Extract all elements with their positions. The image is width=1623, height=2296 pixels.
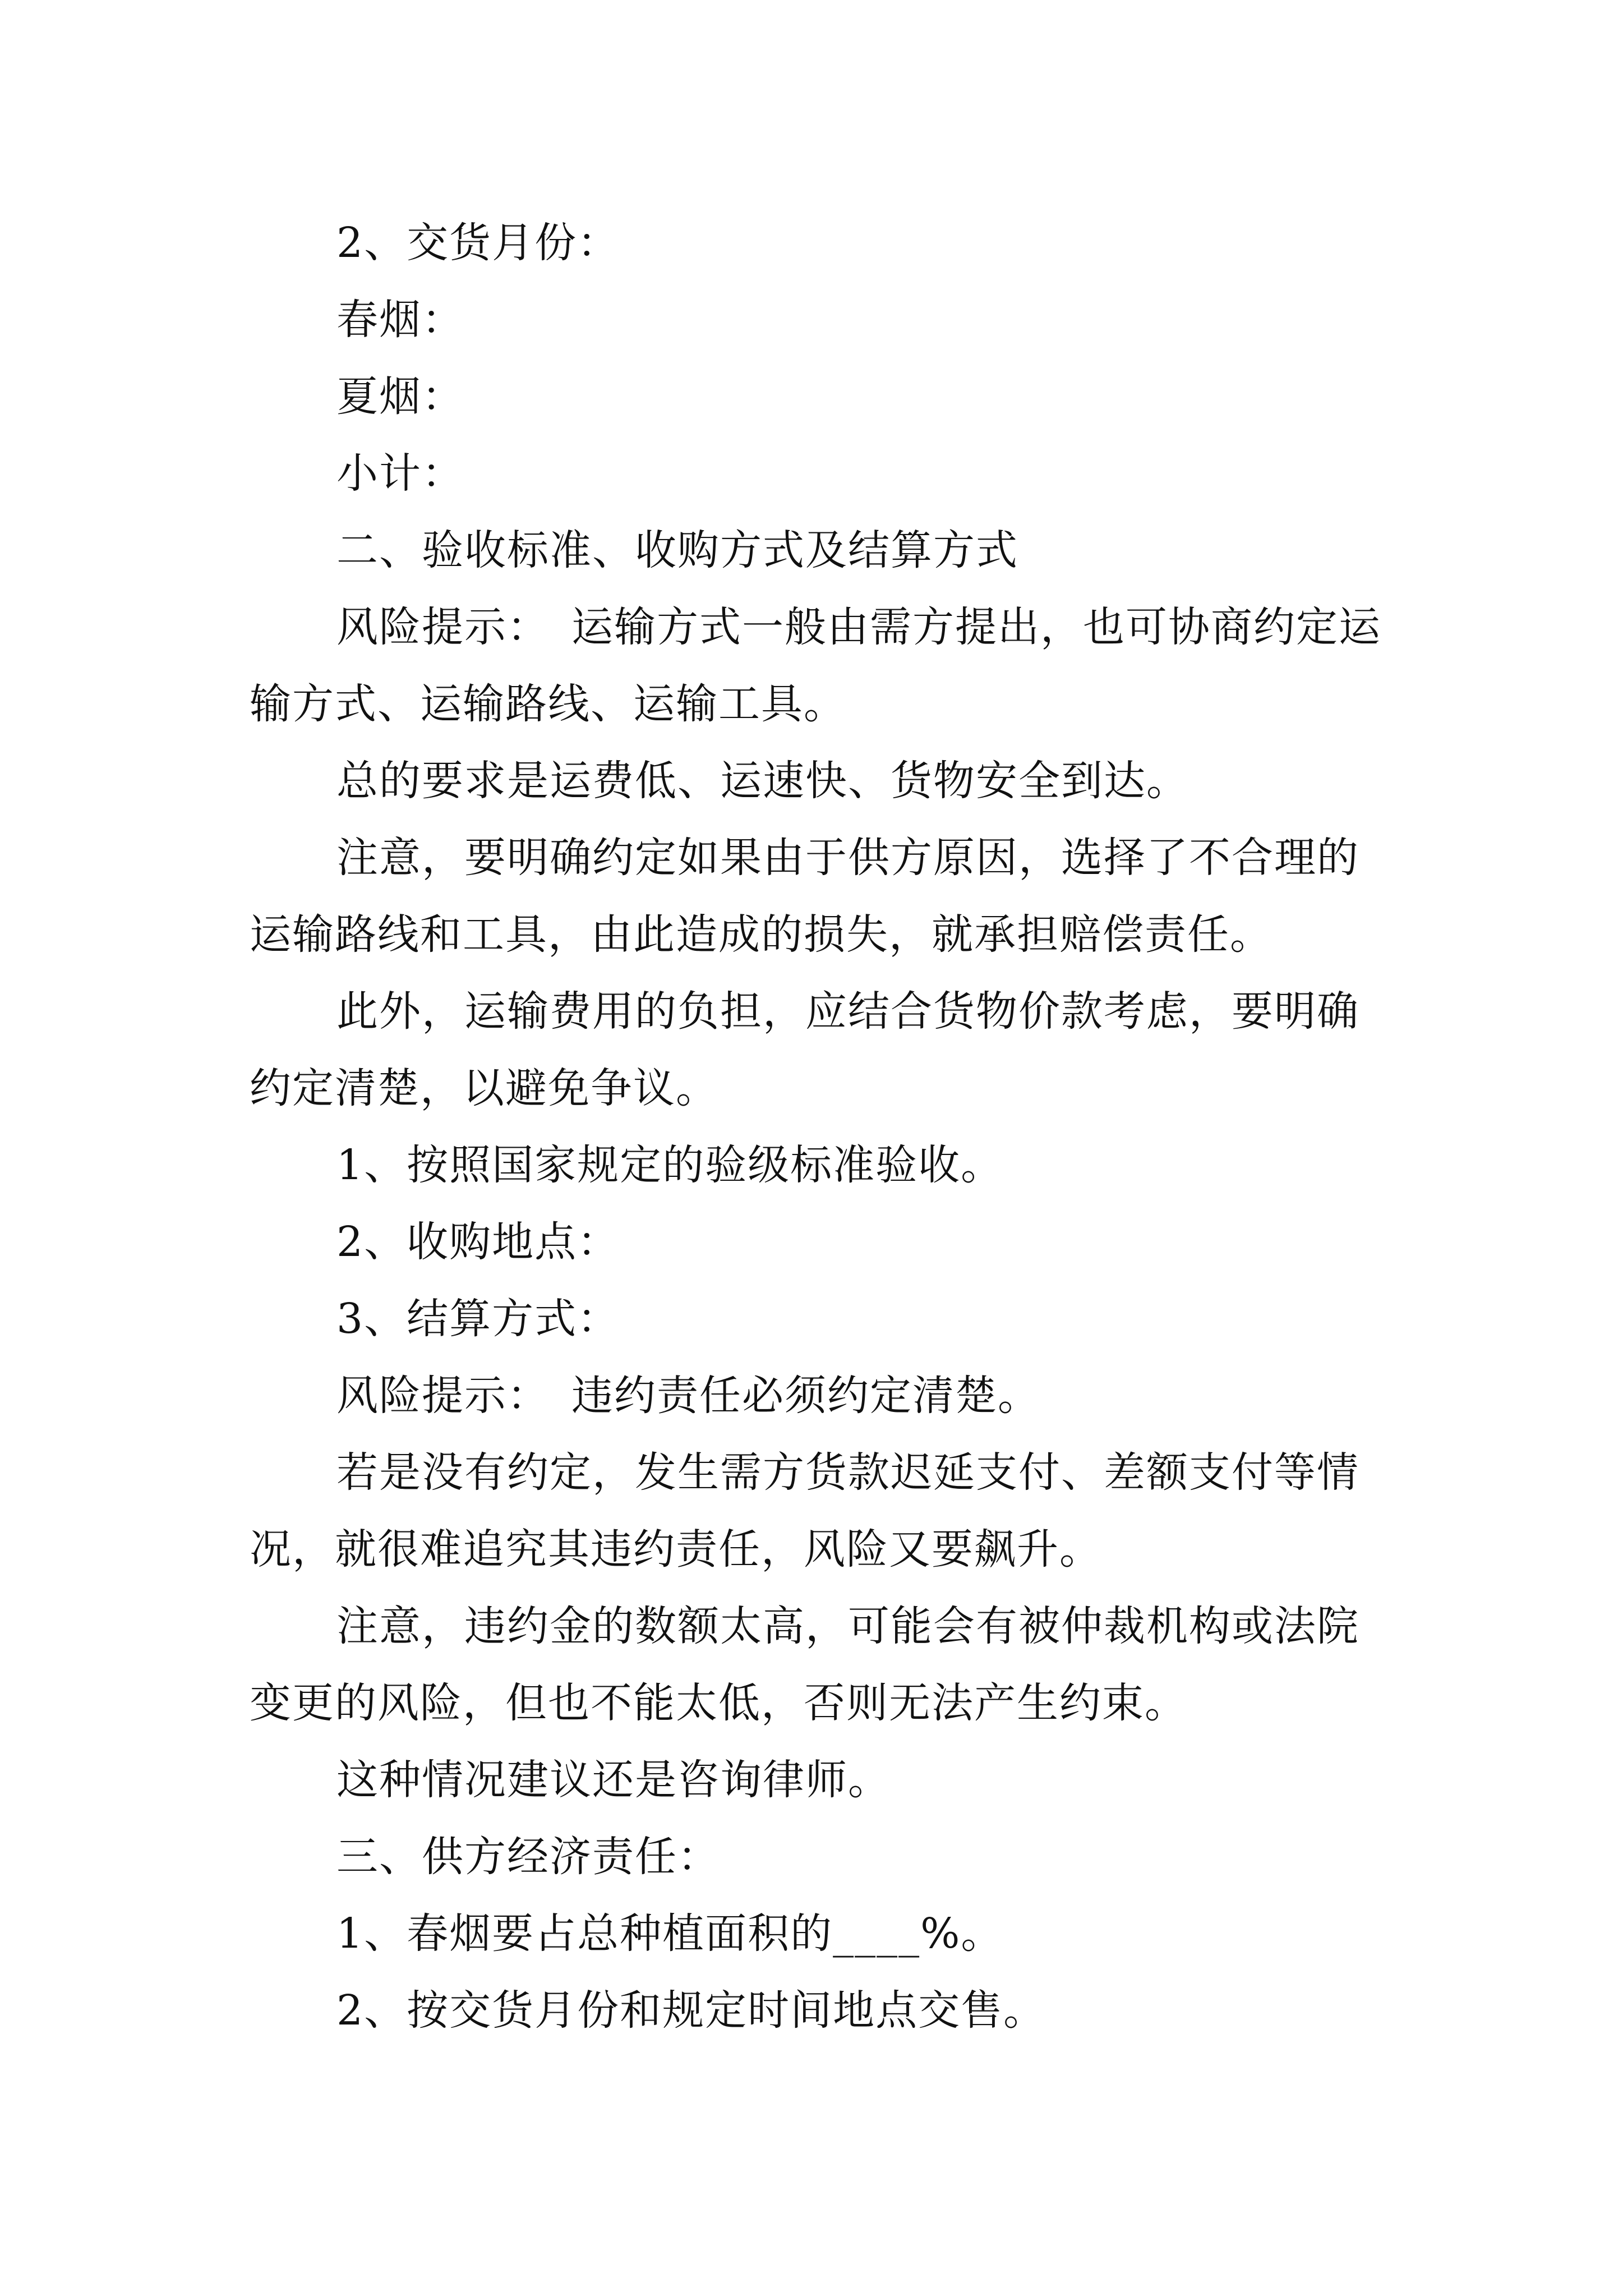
paragraph-subtotal: 小计： <box>336 449 464 498</box>
section-heading-acceptance: 二、验收标准、收购方式及结算方式 <box>336 526 1018 574</box>
paragraph-risk-liability: 风险提示： 违约责任必须约定清楚。 <box>336 1372 1040 1420</box>
paragraph-delivery-month: 2、交货月份： <box>336 219 620 267</box>
paragraph-consult-lawyer: 这种情况建议还是咨询律师。 <box>336 1756 891 1804</box>
paragraph-purchase-location: 2、收购地点： <box>336 1218 620 1266</box>
paragraph-spring-tobacco: 春烟： <box>336 296 464 344</box>
paragraph-summer-tobacco: 夏烟： <box>336 372 464 421</box>
section-heading-supplier: 三、供方经济责任： <box>336 1833 720 1881</box>
paragraph-note-penalty: 注意，违约金的数额太高，可能会有被仲裁机构或法院变更的风险，但也不能太低，否则无法产生约束。 <box>250 1602 1359 1727</box>
paragraph-no-agreement: 若是没有约定，发生需方货款迟延支付、差额支付等情况，就很难追究其违约责任，风险又要飙升。 <box>250 1448 1359 1573</box>
paragraph-delivery-schedule: 2、按交货月份和规定时间地点交售。 <box>336 1986 1046 2035</box>
paragraph-risk-transport: 风险提示： 运输方式一般由需方提出，也可协商约定运输方式、运输路线、运输工具。 <box>250 603 1381 728</box>
paragraph-acceptance-standard: 1、按照国家规定的验级标准验收。 <box>336 1141 1004 1189</box>
paragraph-transport-cost: 此外，运输费用的负担，应结合货物价款考虑，要明确约定清楚，以避免争议。 <box>250 987 1359 1112</box>
paragraph-spring-share: 1、春烟要占总种植面积的____%。 <box>336 1910 1004 1958</box>
document-body <box>250 205 1391 2049</box>
paragraph-settlement-method: 3、结算方式： <box>336 1295 620 1343</box>
paragraph-note-route: 注意，要明确约定如果由于供方原因，选择了不合理的运输路线和工具，由此造成的损失，就承担赔偿责任。 <box>250 834 1359 959</box>
paragraph-general-requirement: 总的要求是运费低、运速快、货物安全到达。 <box>336 757 1189 805</box>
